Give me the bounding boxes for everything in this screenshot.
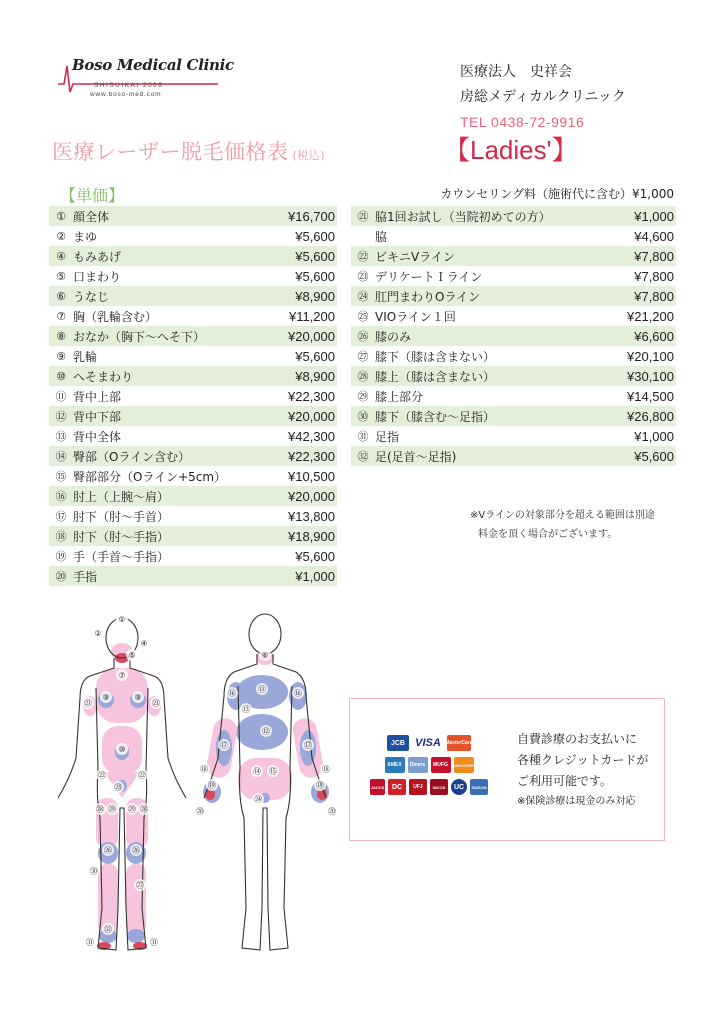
area-price: ¥4,600 — [634, 228, 674, 244]
area-label: ㉑ — [84, 699, 92, 708]
unit-price-label: 【単価】 — [60, 186, 125, 205]
body-area-diagram — [40, 608, 350, 960]
price-row — [49, 286, 337, 306]
area-number: ⑩ — [56, 369, 66, 383]
area-name: 胸（乳輪含む） — [73, 309, 158, 324]
jcb-card-icon: JCB — [387, 735, 409, 751]
area-price: ¥20,100 — [627, 348, 674, 364]
note-line-1: ※Vラインの対象部分を超える範囲は別途 — [470, 510, 655, 521]
area-price: ¥6,600 — [634, 328, 674, 344]
area-label: ㉖ — [132, 846, 140, 855]
price-row — [49, 446, 337, 466]
price-row — [49, 246, 337, 266]
area-price: ¥5,600 — [634, 448, 674, 464]
logo-url: www.boso-med.com — [90, 91, 162, 98]
area-number: ⑰ — [55, 510, 67, 523]
area-name: 手指 — [73, 569, 98, 584]
area-number: ④ — [56, 249, 66, 263]
saison-card-icon: SAISON — [470, 779, 488, 795]
area-number: ㉑ — [357, 210, 369, 223]
area-label: ㉚ — [90, 867, 98, 876]
area-name: デリケートＩライン — [375, 269, 483, 284]
area-label: ⑲ — [208, 781, 216, 790]
area-price: ¥1,000 — [634, 208, 674, 224]
page-title-text: 医療レーザー脱毛価格表 — [52, 140, 289, 164]
area-name: 足(足首～足指) — [375, 449, 457, 464]
area-label: ㉒ — [98, 771, 106, 780]
price-row — [351, 426, 676, 446]
area-label: ⑨ — [134, 693, 142, 702]
visa-card-icon: VISA — [412, 735, 444, 751]
area-number: ⑨ — [56, 349, 66, 363]
uc-card-icon: UC — [451, 779, 467, 795]
area-name: 脇 — [375, 229, 388, 244]
area-name: 膝上（膝は含まない） — [375, 369, 496, 384]
area-price: ¥26,800 — [627, 408, 674, 424]
area-name: 膝下（膝含む～足指） — [375, 409, 496, 424]
price-row — [49, 506, 337, 526]
area-price: ¥1,000 — [634, 428, 674, 444]
area-name: 肘上（上腕～肩） — [73, 489, 170, 504]
area-label: ⑬ — [242, 705, 250, 714]
area-price: ¥22,300 — [288, 388, 335, 404]
area-name: 脇1回お試し（当院初めての方） — [375, 209, 551, 224]
payment-note: ※保険診療は現金のみ対応 — [517, 796, 636, 807]
price-row — [49, 226, 337, 246]
area-price: ¥13,800 — [288, 508, 335, 524]
price-table-left — [49, 206, 337, 586]
area-price: ¥8,900 — [295, 288, 335, 304]
area-number: ⑱ — [55, 530, 67, 543]
area-price: ¥5,600 — [295, 248, 335, 264]
area-name: もみあげ — [73, 249, 122, 264]
area-label: ㉙ — [128, 805, 136, 814]
price-row — [49, 206, 337, 226]
area-price: ¥5,600 — [295, 548, 335, 564]
price-row — [351, 226, 676, 246]
area-number: ⑯ — [55, 490, 67, 503]
area-label: ⑮ — [269, 767, 277, 776]
price-row — [351, 326, 676, 346]
area-number: ⑲ — [55, 550, 67, 563]
logo-subtitle: SHISUIKAI 2008 — [94, 82, 164, 89]
area-label: ⑰ — [304, 741, 312, 750]
counseling-fee: カウンセリング料（施術代に含む）¥1,000 — [440, 187, 674, 201]
area-number: ㉚ — [357, 410, 369, 423]
area-label: ④ — [140, 639, 148, 648]
area-price: ¥11,200 — [288, 308, 335, 324]
area-price: ¥1,000 — [295, 568, 335, 584]
area-price: ¥20,000 — [288, 328, 335, 344]
payment-info-box — [349, 698, 665, 841]
price-row — [351, 446, 676, 466]
area-label: ㉖ — [104, 846, 112, 855]
clinic-corporation: 医療法人 史祥会 — [460, 64, 572, 80]
price-row — [49, 566, 337, 586]
area-name: 肘下（肘～手首） — [73, 509, 170, 524]
area-label: ① — [118, 615, 126, 624]
area-label: ㉜ — [104, 925, 112, 934]
ufj-card-icon: UFJ — [409, 779, 427, 795]
price-row — [49, 466, 337, 486]
area-name: 膝のみ — [375, 329, 412, 344]
area-name: うなじ — [73, 289, 110, 304]
area-number: ㉗ — [357, 350, 369, 363]
area-label: ⑭ — [253, 767, 261, 776]
area-name: 足指 — [375, 429, 400, 444]
discover-card-icon: DISCOVER — [454, 757, 474, 773]
area-price: ¥22,300 — [288, 448, 335, 464]
area-label: ⑫ — [262, 727, 270, 736]
area-name: おなか（胸下～へそ下） — [73, 329, 206, 344]
area-price: ¥5,600 — [295, 348, 335, 364]
area-number: ⑦ — [56, 309, 66, 323]
area-name: 膝上部分 — [375, 389, 424, 404]
area-price: ¥7,800 — [634, 248, 674, 264]
area-number: ② — [56, 229, 66, 243]
diners-card-icon: Diners — [408, 757, 428, 773]
area-price: ¥20,000 — [288, 408, 335, 424]
area-name: ビキニVライン — [375, 249, 455, 264]
note-line-2: 料金を頂く場合がございます。 — [478, 529, 618, 540]
area-number: ㉘ — [357, 370, 369, 383]
area-number: ㉔ — [357, 290, 369, 303]
price-row — [49, 486, 337, 506]
payment-text — [517, 729, 648, 810]
area-name: まゆ — [73, 229, 98, 244]
area-label: ② — [94, 629, 102, 638]
area-price: ¥18,900 — [288, 528, 335, 544]
price-row — [49, 526, 337, 546]
mastercard-icon: MasterCard — [447, 735, 471, 751]
area-price: ¥20,000 — [288, 488, 335, 504]
price-row — [49, 406, 337, 426]
area-label: ⑪ — [258, 685, 266, 694]
area-price: ¥30,100 — [627, 368, 674, 384]
tax-label: (税込) — [292, 149, 326, 162]
back-body-figure — [203, 614, 329, 950]
area-label: ㉗ — [136, 881, 144, 890]
area-label: ㉛ — [86, 938, 94, 947]
area-label: ⑲ — [316, 781, 324, 790]
clinic-name: 房総メディカルクリニック — [460, 89, 626, 105]
price-row — [49, 326, 337, 346]
area-number: ⑬ — [55, 430, 67, 443]
area-name: 口まわり — [73, 269, 122, 284]
area-number: ㉓ — [357, 270, 369, 283]
ladies-label: 【Ladies'】 — [444, 135, 578, 165]
area-number: ㉕ — [357, 310, 369, 323]
payment-line-3: ご利用可能です。 — [517, 774, 613, 788]
payment-line-2: 各種クレジットカードが — [517, 753, 649, 767]
area-number: ㉒ — [357, 250, 369, 263]
price-row — [49, 306, 337, 326]
area-price: ¥7,800 — [634, 268, 674, 284]
clinic-tel: TEL 0438-72-9916 — [460, 114, 585, 130]
price-row — [49, 346, 337, 366]
area-number: ㉖ — [357, 330, 369, 343]
area-label: ㉑ — [152, 699, 160, 708]
area-number: ⑥ — [56, 289, 66, 303]
area-label: ⑳ — [196, 807, 204, 816]
price-row — [351, 346, 676, 366]
area-name: 肛門まわりOライン — [375, 289, 481, 304]
area-label: ⑨ — [102, 693, 110, 702]
mufg-card-icon: MUFG — [431, 757, 451, 773]
dc-card-icon: DC — [388, 779, 406, 795]
area-name: 手（手首～手指） — [73, 549, 170, 564]
area-label: ⑱ — [322, 765, 330, 774]
payment-line-1: 自費診療のお支払いに — [517, 732, 638, 746]
area-number: ⑳ — [55, 570, 67, 583]
area-label: ⑳ — [328, 807, 336, 816]
area-number: ⑮ — [55, 470, 67, 483]
area-number: ⑫ — [55, 410, 67, 423]
jaccs-card-icon: JACCS — [370, 779, 385, 795]
area-number: ① — [56, 209, 66, 223]
area-name: 乳輪 — [73, 349, 98, 364]
area-price: ¥5,600 — [295, 228, 335, 244]
area-price: ¥10,500 — [288, 468, 335, 484]
price-table-right — [351, 206, 676, 466]
area-number: ㉜ — [357, 450, 369, 463]
price-row — [351, 306, 676, 326]
area-name: 臀部（Oライン含む） — [73, 449, 191, 464]
price-row — [351, 406, 676, 426]
nicos-card-icon: NICOS — [430, 779, 448, 795]
area-label: ⑯ — [294, 689, 302, 698]
area-price: ¥14,500 — [627, 388, 674, 404]
area-number: ⑤ — [56, 269, 66, 283]
price-row — [351, 386, 676, 406]
amex-card-icon: AMEX — [385, 757, 405, 773]
price-row — [49, 546, 337, 566]
area-label: ㉙ — [108, 805, 116, 814]
area-label: ⑱ — [200, 765, 208, 774]
area-label: ㉘ — [140, 805, 148, 814]
area-name: 顔全体 — [73, 209, 110, 224]
area-label: ⑥ — [261, 651, 269, 660]
price-row — [49, 426, 337, 446]
area-number: ㉛ — [357, 430, 369, 443]
area-label: ⑩ — [118, 745, 126, 754]
credit-card-logos — [364, 735, 494, 801]
price-row — [49, 386, 337, 406]
area-number: ⑪ — [55, 390, 67, 403]
area-price: ¥8,900 — [295, 368, 335, 384]
logo-title: Boso Medical Clinic — [72, 56, 234, 74]
page-title — [52, 136, 325, 166]
area-label: ⑯ — [228, 689, 236, 698]
price-row — [351, 366, 676, 386]
area-label: ⑤ — [128, 651, 136, 660]
area-number: ⑧ — [56, 329, 66, 343]
area-price: ¥16,700 — [288, 208, 335, 224]
area-name: 肘下（肘～手指） — [73, 529, 170, 544]
area-name: へそまわり — [73, 369, 134, 384]
area-label: ㉛ — [150, 938, 158, 947]
area-number: ㉙ — [357, 390, 369, 403]
area-name: 背中上部 — [73, 389, 122, 404]
area-price: ¥5,600 — [295, 268, 335, 284]
area-name: 臀部部分（Oライン+5cm） — [73, 469, 227, 484]
price-row — [351, 206, 676, 226]
area-label: ㉘ — [96, 805, 104, 814]
area-price: ¥42,300 — [288, 428, 335, 444]
area-name: VIOライン１回 — [375, 309, 456, 324]
front-body-figure — [58, 610, 186, 950]
v-line-note — [470, 506, 655, 544]
area-price: ¥21,200 — [627, 308, 674, 324]
area-name: 背中下部 — [73, 409, 122, 424]
area-label: ㉒ — [138, 771, 146, 780]
area-label: ㉓ — [114, 783, 122, 792]
area-label: ⑦ — [118, 671, 126, 680]
clinic-logo — [58, 54, 234, 106]
clinic-info — [460, 60, 626, 135]
price-row — [49, 366, 337, 386]
price-row — [49, 266, 337, 286]
area-number: ⑭ — [55, 450, 67, 463]
price-row — [351, 246, 676, 266]
area-label: ㉔ — [254, 795, 262, 804]
area-price: ¥7,800 — [634, 288, 674, 304]
area-name: 膝下（膝は含まない） — [375, 349, 496, 364]
price-row — [351, 286, 676, 306]
area-label: ⑰ — [220, 741, 228, 750]
area-name: 背中全体 — [73, 429, 122, 444]
price-row — [351, 266, 676, 286]
